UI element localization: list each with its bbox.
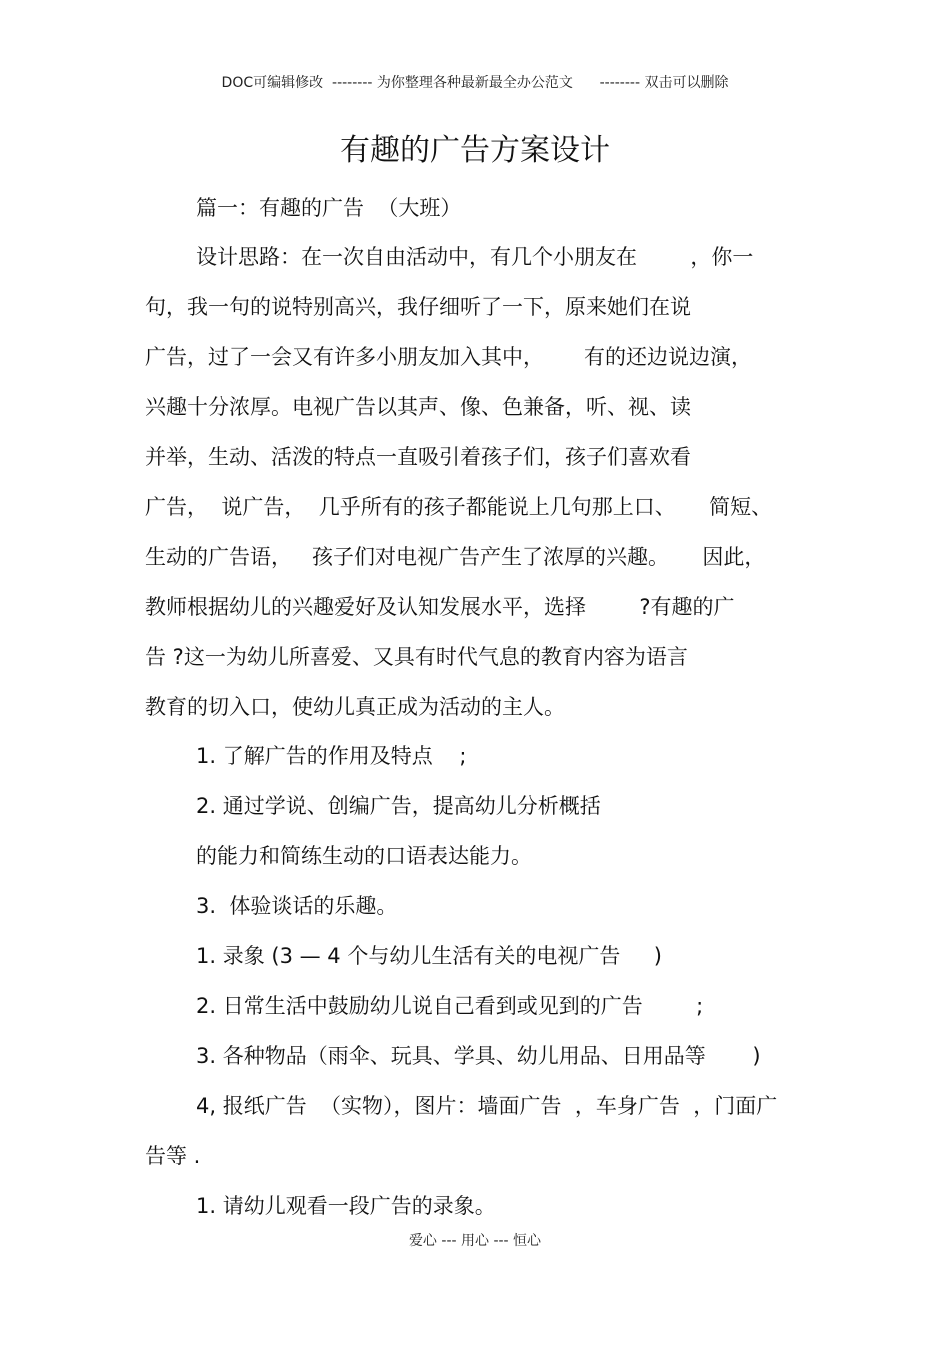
body-line: 1. 请幼儿观看一段广告的录象。 <box>196 1194 496 1218</box>
page-footer: 爱心 --- 用心 --- 恒心 <box>408 1233 542 1249</box>
body-line: 设计思路：在一次自由活动中，有几个小朋友在 ，你一 <box>196 245 754 269</box>
body-line: 4, 报纸广告 （实物），图片：墙面广告 ，车身广告 ，门面广 <box>196 1094 778 1118</box>
body-line: 广告，过了一会又有许多小朋友加入其中， 有的还边说边演， <box>145 345 753 369</box>
body-line: 告 ?这一为幼儿所喜爱、又具有时代气息的教育内容为语言 <box>145 645 688 669</box>
body-line: 3. 体验谈话的乐趣。 <box>196 894 398 918</box>
page-header: DOC可编辑修改 -------- 为你整理各种最新最全办公范文 -------- 双击可以删除 <box>221 75 729 91</box>
body-line: 教师根据幼儿的兴趣爱好及认知发展水平，选择 ?有趣的广 <box>145 595 735 619</box>
body-line: 教育的切入口，使幼儿真正成为活动的主人。 <box>145 695 565 719</box>
body-line: 的能力和简练生动的口语表达能力。 <box>196 844 532 868</box>
body-line: 句，我一句的说特别高兴，我仔细听了一下，原来她们在说 <box>145 295 691 319</box>
body-line: 篇一：有趣的广告 （大班） <box>196 196 462 220</box>
body-line: 2. 通过学说、创编广告，提高幼儿分析概括 <box>196 794 601 818</box>
body-line: 3. 各种物品（雨伞、玩具、学具、幼儿用品、日用品等 ) <box>196 1044 761 1068</box>
body-line: 兴趣十分浓厚。电视广告以其声、像、色兼备，听、视、读 <box>145 395 691 419</box>
document-title: 有趣的广告方案设计 <box>340 133 610 168</box>
body-line: 生动的广告语， 孩子们对电视广告产生了浓厚的兴趣。 因此， <box>145 545 766 569</box>
body-line: 告等 . <box>145 1144 201 1168</box>
body-line: 并举，生动、活泼的特点一直吸引着孩子们，孩子们喜欢看 <box>145 445 691 469</box>
body-line: 广告， 说广告， 几乎所有的孩子都能说上几句那上口、 简短、 <box>145 495 773 519</box>
body-line: 1. 录象 (3 — 4 个与幼儿生活有关的电视广告 ) <box>196 944 662 968</box>
body-line: 2. 日常生活中鼓励幼儿说自己看到或见到的广告 ; <box>196 994 704 1018</box>
body-line: 1. 了解广告的作用及特点 ; <box>196 744 467 768</box>
